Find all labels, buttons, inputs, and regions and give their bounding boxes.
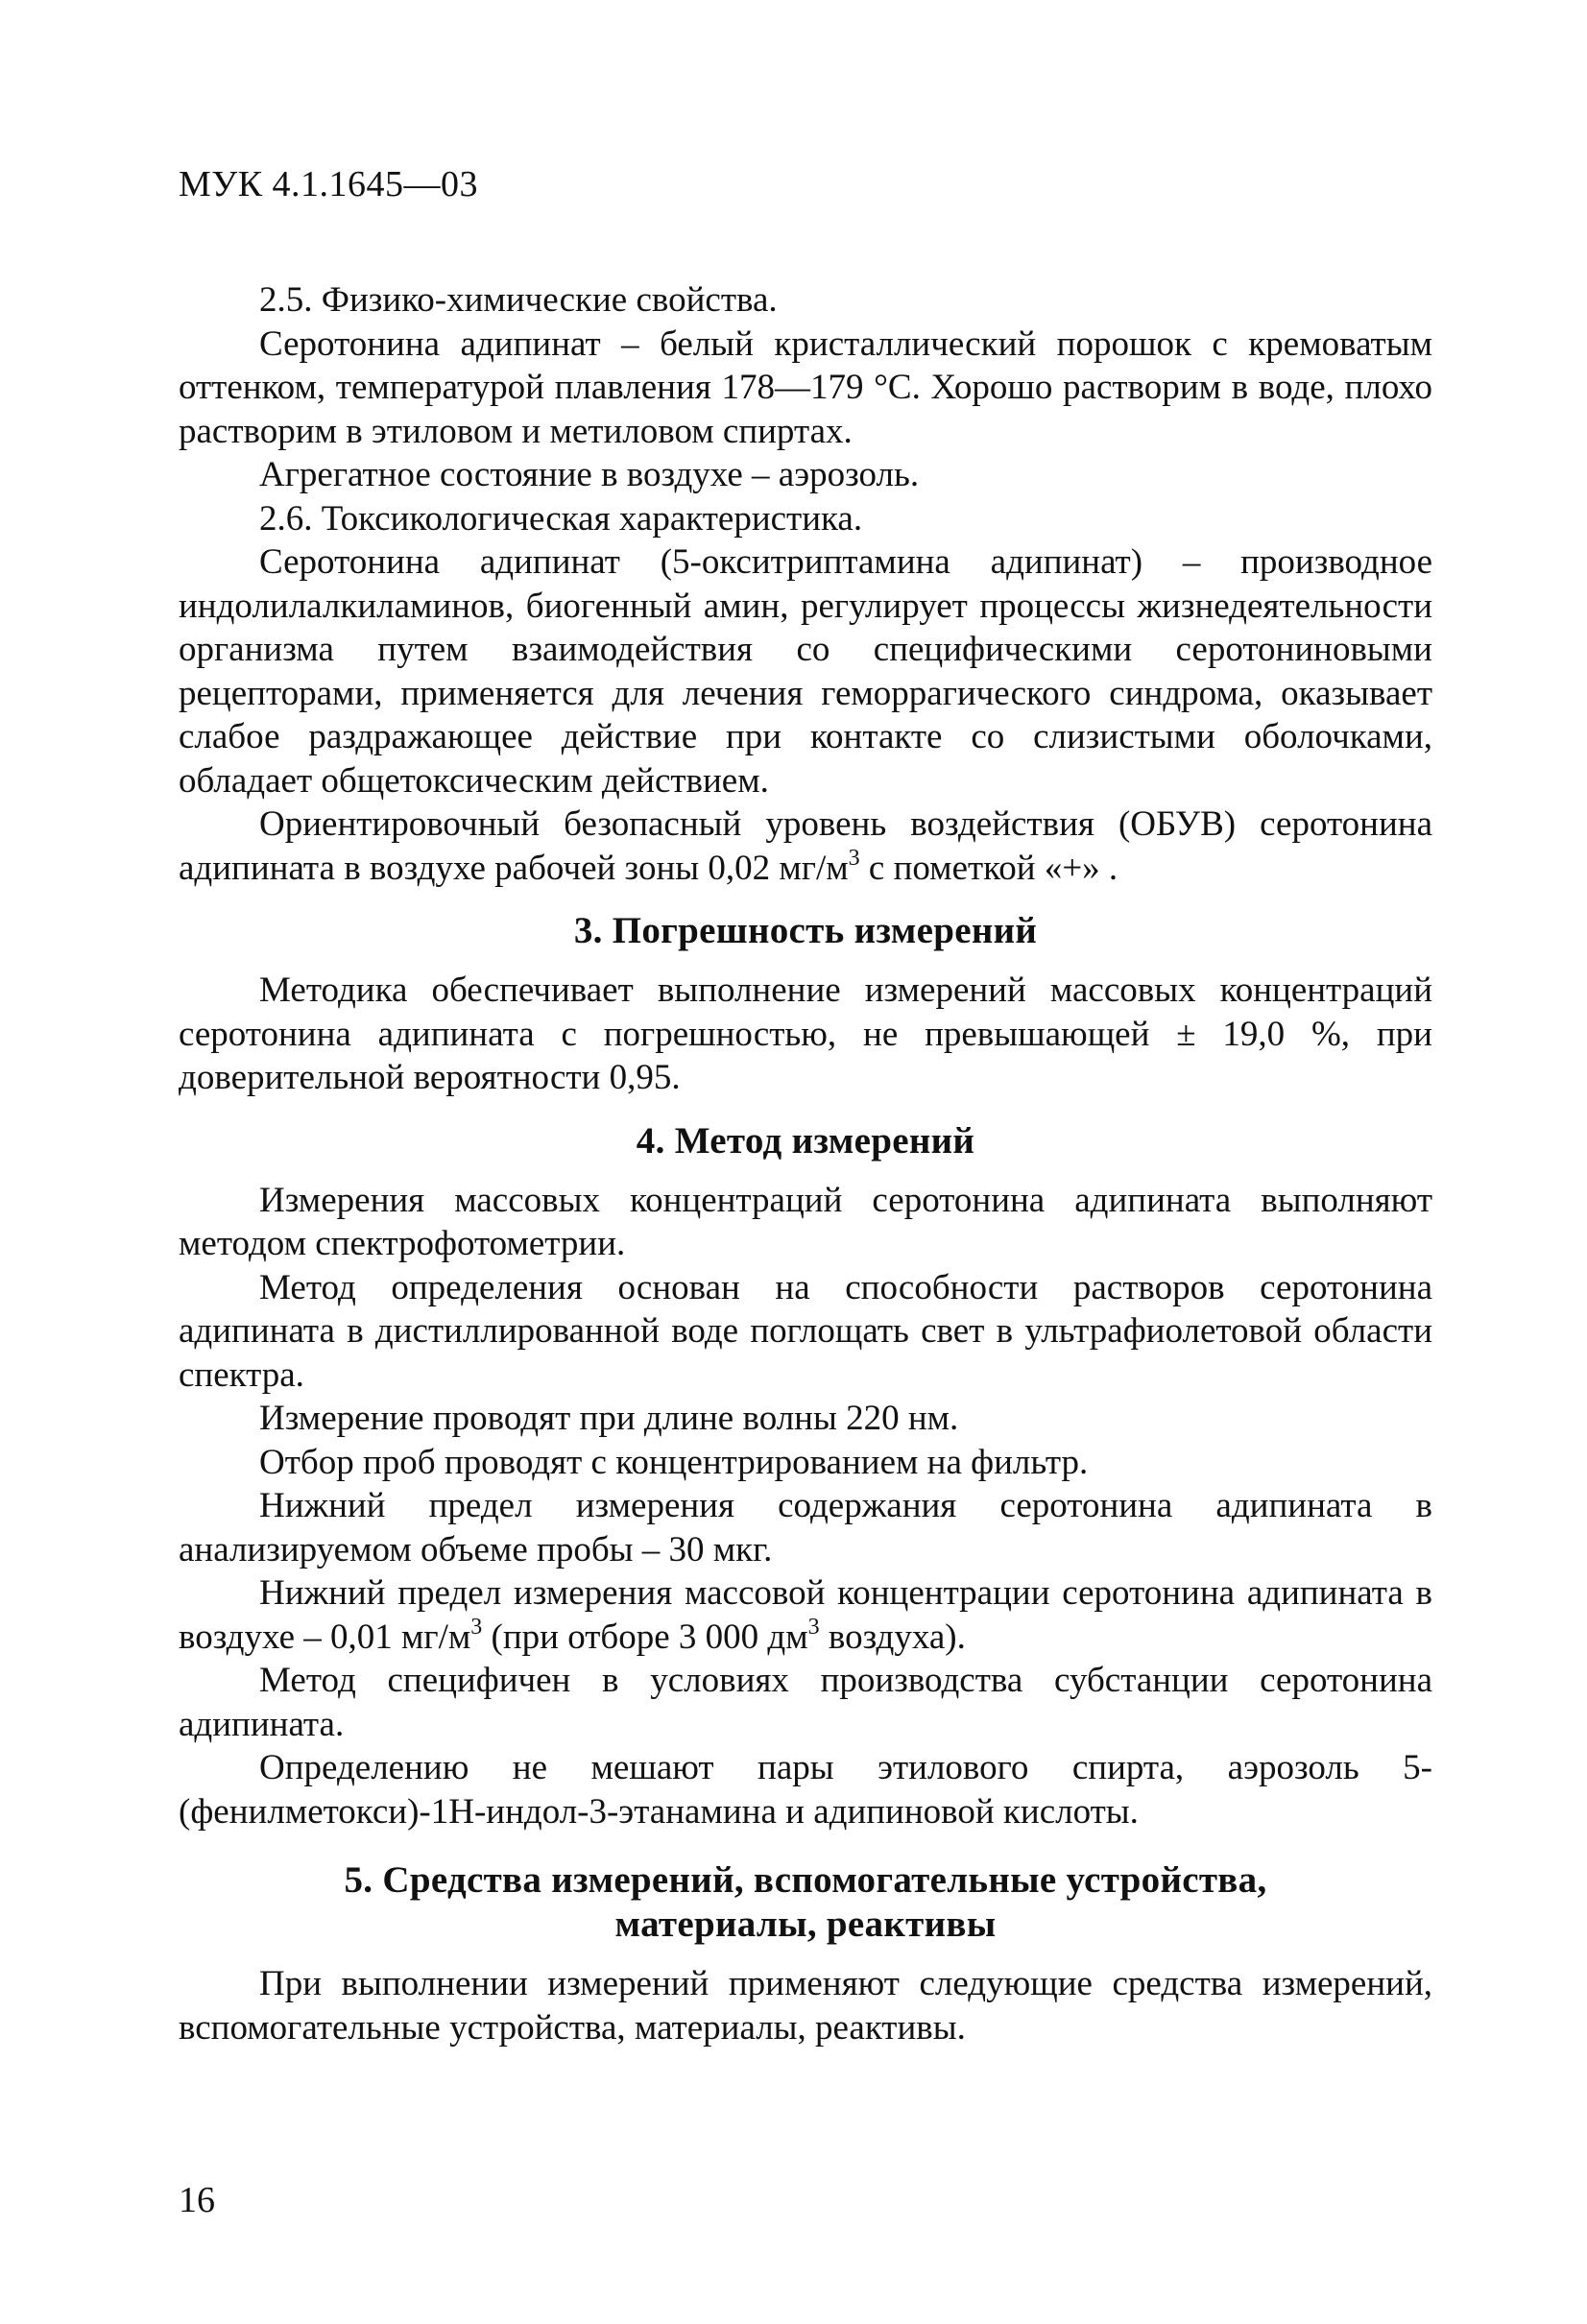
paragraph: Агрегатное состояние в воздухе – аэрозоль. <box>259 455 920 494</box>
superscript: 3 <box>807 1614 820 1640</box>
paragraph: Определению не мешают пары этилового спирта, аэрозоль 5-(фенилметокси)-1Н-индол-3-этанамина и адипиновой кислоты. <box>179 1748 1432 1832</box>
paragraph <box>179 1571 1432 1659</box>
section-heading-2-5: 2.5. Физико-химические свойства. <box>259 280 778 320</box>
text-run: (при отборе 3 000 дм <box>482 1617 808 1657</box>
document-code: МУК 4.1.1645—03 <box>179 164 479 204</box>
section-heading-2-6: 2.6. Токсикологическая характеристика. <box>259 498 863 539</box>
page-number: 16 <box>179 2180 215 2220</box>
paragraph: Методика обеспечивает выполнение измерений массовых концентраций серотонина адипината с погрешностью, не превышающей ± 19,0 %, при доверительной вероятности 0,95. <box>179 970 1432 1097</box>
title-line: материалы, реактивы <box>614 1904 997 1945</box>
text-run: с пометкой «+» . <box>859 848 1118 888</box>
paragraph: Метод определения основан на способности растворов серотонина адипината в дистиллированной воде поглощать свет в ультрафиолетовой области спектра. <box>179 1267 1432 1395</box>
paragraph: Измерение проводят при длине волны 220 нм. <box>259 1399 959 1438</box>
superscript: 3 <box>848 845 860 871</box>
section-4 <box>179 1119 1432 1834</box>
section-3 <box>179 909 1432 1100</box>
text-run: воздуха). <box>819 1617 966 1657</box>
title-line: 5. Средства измерений, вспомогательные устройства, <box>344 1859 1267 1901</box>
paragraph: Серотонина адипинат (5-окситриптамина адипинат) – производное индолилалкиламинов, биогенный амин, регулирует процессы жизнедеятельности организма путем взаимодействия со специфическими серотониновыми рецепторами, применяется для лечения геморрагического синдрома, оказывает слабое раздражающее действие при контакте со слизистыми оболочками, обладает общетоксическим действием. <box>179 542 1432 801</box>
section-5 <box>179 1858 1432 2049</box>
paragraph <box>179 803 1432 890</box>
paragraph: Измерения массовых концентраций серотонина адипината выполняют методом спектрофотометрии. <box>179 1180 1432 1263</box>
paragraph: При выполнении измерений применяют следующие средства измерений, вспомогательные устройства, материалы, реактивы. <box>179 1964 1432 2048</box>
section-title-4: 4. Метод измерений <box>636 1119 975 1162</box>
section-title-5 <box>179 1858 1432 1947</box>
section-2-5 <box>179 278 1432 497</box>
text-run: Нижний предел измерения массовой концентрации серотонина адипината в воздухе – 0,01 мг/м <box>179 1573 1432 1657</box>
paragraph: Нижний предел измерения содержания серотонина адипината в анализируемом объеме пробы – 30 мкг. <box>179 1486 1432 1569</box>
document-page <box>179 163 1432 2049</box>
paragraph: Отбор проб проводят с концентрированием на фильтр. <box>259 1442 1089 1482</box>
superscript: 3 <box>470 1614 483 1640</box>
section-2-6 <box>179 497 1432 891</box>
text-run: Ориентировочный безопасный уровень воздействия (ОБУВ) серотонина адипината в воздухе рабочей зоны 0,02 мг/м <box>179 804 1432 888</box>
paragraph: Метод специфичен в условиях производства субстанции серотонина адипината. <box>179 1661 1432 1744</box>
section-title-3: 3. Погрешность измерений <box>573 910 1038 951</box>
paragraph: Серотонина адипинат – белый кристаллический порошок с кремоватым оттенком, температурой плавления 178—179 °С. Хорошо растворим в воде, плохо растворим в этиловом и метиловом спиртах. <box>179 323 1432 451</box>
